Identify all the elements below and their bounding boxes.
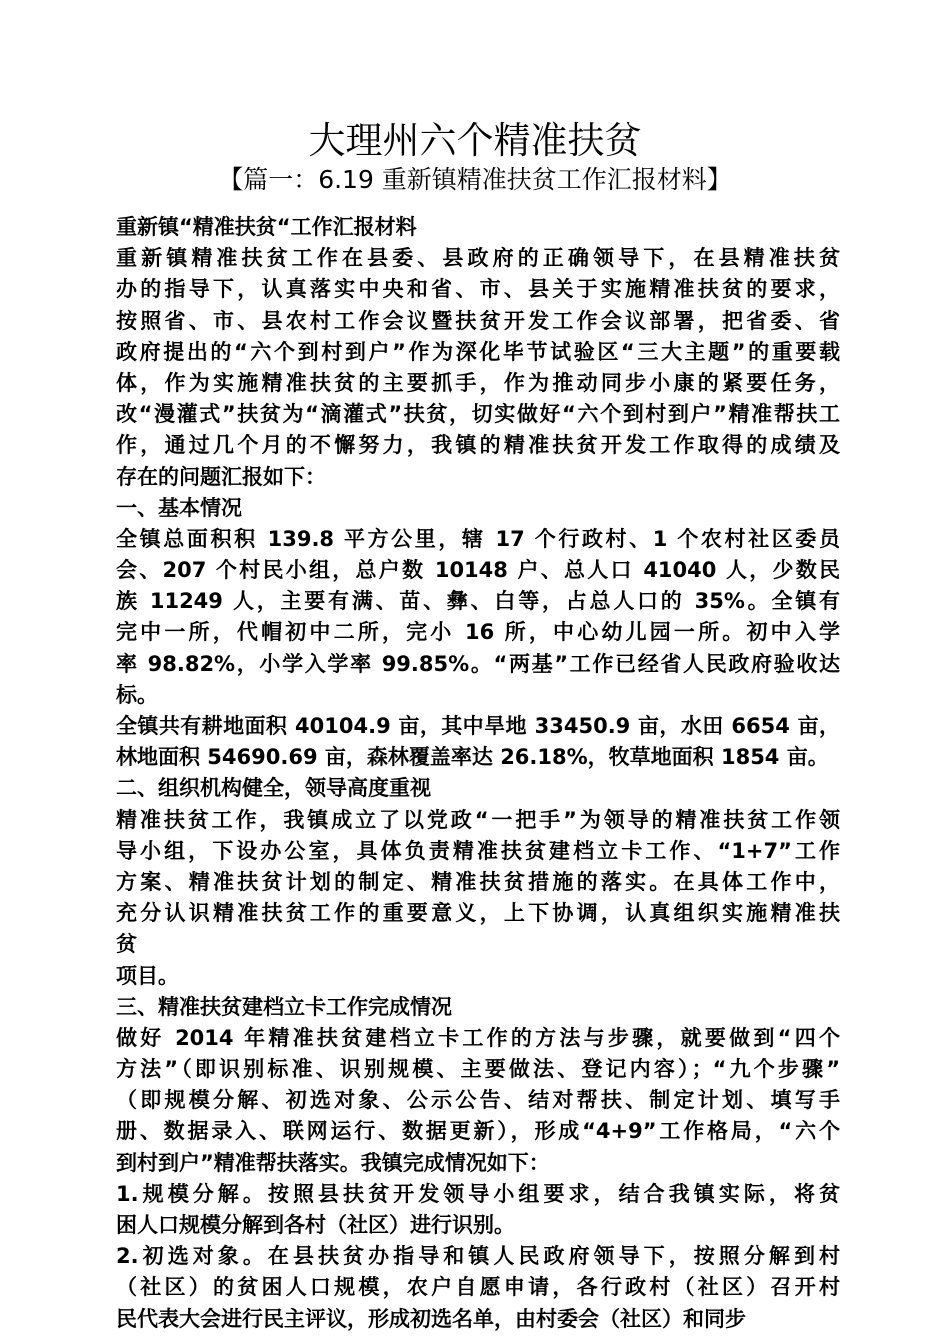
body-line: 三、精准扶贫建档立卡工作完成情况 bbox=[116, 994, 452, 1019]
body-line: 二、组织机构健全，领导高度重视 bbox=[116, 776, 431, 801]
body-line: 做好 2014 年精准扶贫建档立卡工作的方法与步骤，就要做到“四个 bbox=[116, 1025, 840, 1050]
body-line: 存在的问题汇报如下： bbox=[116, 464, 326, 489]
body-line: 重新镇精准扶贫工作在县委、县政府的正确领导下，在县精准扶贫 bbox=[116, 246, 840, 271]
document-body bbox=[116, 212, 840, 1335]
body-line: 会、207 个村民小组，总户数 10148 户、总人口 41040 人，少数民 bbox=[116, 558, 840, 583]
body-line: 办的指导下，认真落实中央和省、市、县关于实施精准扶贫的要求， bbox=[116, 277, 840, 302]
body-line: 方案、精准扶贫计划的制定、精准扶贫措施的落实。在具体工作中， bbox=[116, 869, 840, 894]
body-line: 册、数据录入、联网运行、数据更新），形成“4+9”工作格局，“六个 bbox=[116, 1119, 840, 1144]
body-line: 林地面积 54690.69 亩，森林覆盖率达 26.18%，牧草地面积 1854 亩。 bbox=[116, 745, 829, 770]
body-line: 按照省、市、县农村工作会议暨扶贫开发工作会议部署，把省委、省 bbox=[116, 308, 840, 333]
body-line: 政府提出的“六个到村到户”作为深化毕节试验区“三大主题”的重要载 bbox=[116, 339, 840, 364]
body-line: 导小组，下设办公室，具体负责精准扶贫建档立卡工作、“1+7”工作 bbox=[116, 838, 840, 863]
body-line: 精准扶贫工作，我镇成立了以党政“一把手”为领导的精准扶贫工作领 bbox=[116, 807, 840, 832]
body-line: 困人口规模分解到各村（社区）进行识别。 bbox=[116, 1213, 515, 1237]
body-line: 民代表大会进行民主评议，形成初选名单，由村委会（社区）和同步 bbox=[116, 1306, 746, 1331]
body-line: 一、基本情况 bbox=[116, 495, 242, 520]
body-line: 贫 bbox=[116, 932, 137, 957]
body-line: 完中一所，代帽初中二所，完小 16 所，中心幼儿园一所。初中入学 bbox=[116, 620, 840, 645]
document-title: 大理州六个精准扶贫 bbox=[308, 119, 642, 162]
body-line: 作，通过几个月的不懈努力，我镇的精准扶贫开发工作取得的成绩及 bbox=[116, 433, 840, 458]
body-line: （即规模分解、初选对象、公示公告、结对帮扶、制定计划、填写手 bbox=[116, 1088, 840, 1113]
body-line: 到村到户”精准帮扶落实。我镇完成情况如下： bbox=[116, 1150, 550, 1175]
body-line: 改“漫灌式”扶贫为“滴灌式”扶贫，切实做好“六个到村到户”精准帮扶工 bbox=[116, 402, 840, 427]
body-line: 全镇总面积积 139.8 平方公里，辖 17 个行政村、1 个农村社区委员 bbox=[116, 526, 840, 551]
body-line: 重新镇“精准扶贫“工作汇报材料 bbox=[116, 215, 417, 239]
body-line: 项目。 bbox=[116, 963, 179, 988]
document-subtitle: 【篇一：6.19 重新镇精准扶贫工作汇报材料】 bbox=[218, 165, 732, 194]
body-line: 体，作为实施精准扶贫的主要抓手，作为推动同步小康的紧要任务， bbox=[116, 370, 840, 395]
body-line: 充分认识精准扶贫工作的重要意义，上下协调，认真组织实施精准扶 bbox=[116, 901, 840, 926]
body-line: 率 98.82%，小学入学率 99.85%。“两基”工作已经省人民政府验收达 bbox=[116, 651, 840, 676]
body-line: 1.规模分解。按照县扶贫开发领导小组要求，结合我镇实际，将贫 bbox=[116, 1181, 840, 1206]
body-line: 2.初选对象。在县扶贫办指导和镇人民政府领导下，按照分解到村 bbox=[116, 1244, 840, 1269]
body-line: 全镇共有耕地面积 40104.9 亩，其中旱地 33450.9 亩，水田 6654 亩， bbox=[116, 714, 840, 738]
body-line: （社区）的贫困人口规模，农户自愿申请，各行政村（社区）召开村 bbox=[116, 1275, 840, 1300]
body-line: 族 11249 人，主要有满、苗、彝、白等，占总人口的 35%。全镇有 bbox=[116, 589, 840, 614]
body-line: 方法”（即识别标准、识别规模、主要做法、登记内容）；“九个步骤” bbox=[116, 1057, 840, 1082]
body-line: 标。 bbox=[116, 682, 158, 707]
